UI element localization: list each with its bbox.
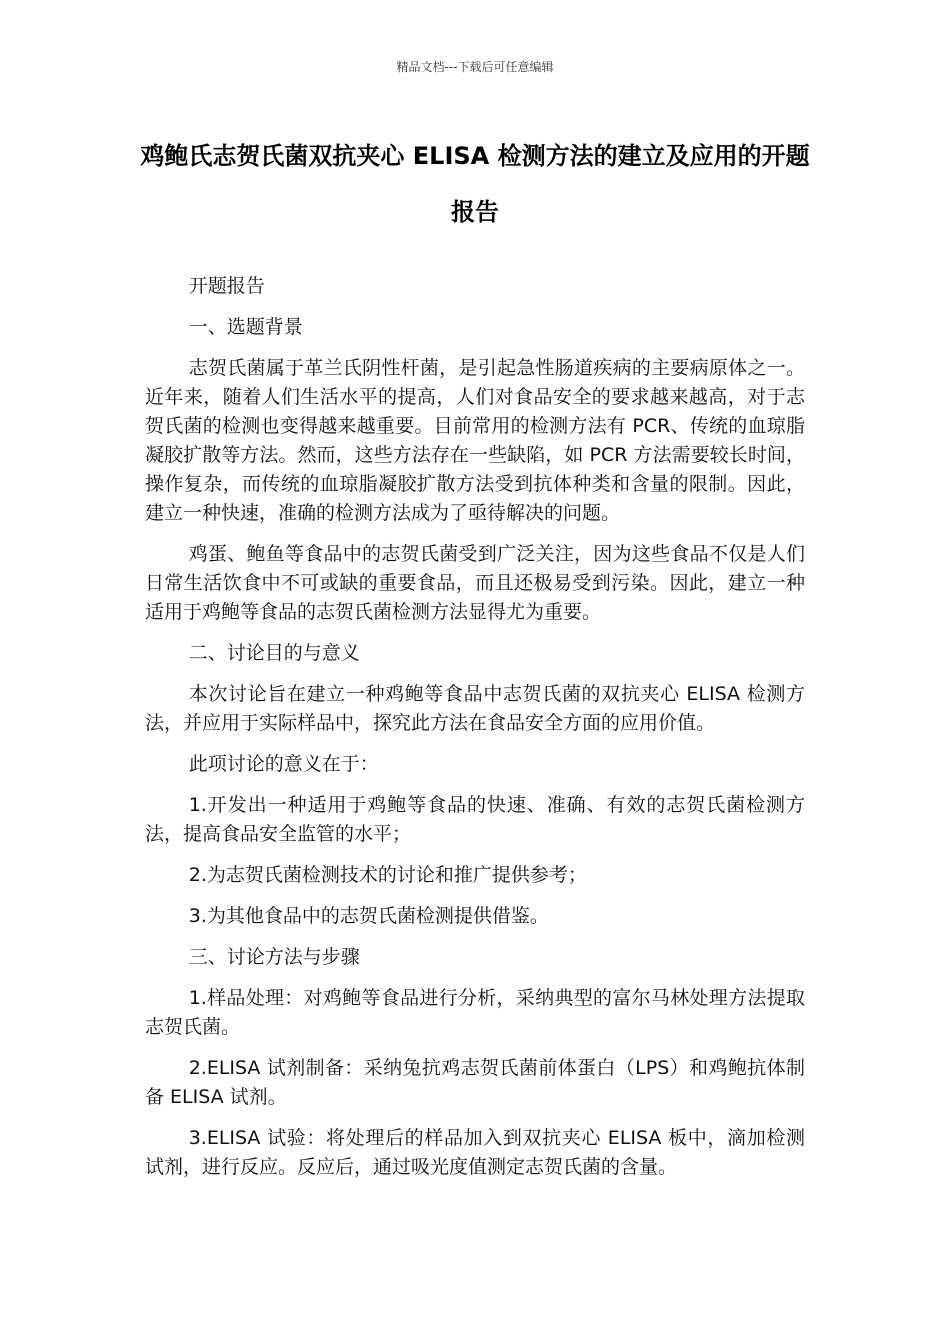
paragraph: 此项讨论的意义在于： — [188, 753, 379, 775]
section-heading-background: 一、选题背景 — [188, 316, 303, 338]
list-item: 2.为志贺氏菌检测技术的讨论和推广提供参考； — [188, 864, 587, 886]
document-body — [145, 272, 805, 1194]
section-heading-methods: 三、讨论方法与步骤 — [188, 946, 360, 968]
paragraph: 本次讨论旨在建立一种鸡鲍等食品中志贺氏菌的双抗夹心 ELISA 检测方法，并应用于实际样品中，探究此方法在食品安全方面的应用价值。 — [145, 683, 805, 734]
paragraph: 鸡蛋、鲍鱼等食品中的志贺氏菌受到广泛关注，因为这些食品不仅是人们日常生活饮食中不可或缺的重要食品，而且还极易受到污染。因此，建立一种适用于鸡鲍等食品的志贺氏菌检测方法显得尤为重要。 — [145, 543, 805, 623]
list-item: 1.开发出一种适用于鸡鲍等食品的快速、准确、有效的志贺氏菌检测方法，提高食品安全监管的水平； — [145, 794, 805, 845]
section-heading-purpose: 二、讨论目的与意义 — [188, 642, 360, 664]
document-title: 鸡鲍氏志贺氏菌双抗夹心 ELISA 检测方法的建立及应用的开题报告 — [140, 142, 810, 226]
list-item: 3.为其他食品中的志贺氏菌检测提供借鉴。 — [188, 905, 549, 927]
list-item: 3.ELISA 试验：将处理后的样品加入到双抗夹心 ELISA 板中，滴加检测试剂，进行反应。反应后，通过吸光度值测定志贺氏菌的含量。 — [145, 1127, 805, 1178]
list-item: 1.样品处理：对鸡鲍等食品进行分析，采纳典型的富尔马林处理方法提取志贺氏菌。 — [145, 987, 805, 1038]
list-item: 2.ELISA 试剂制备：采纳兔抗鸡志贺氏菌前体蛋白（LPS）和鸡鲍抗体制备 ELISA 试剂。 — [145, 1057, 805, 1108]
header-note: 精品文档---下载后可任意编辑 — [396, 60, 554, 74]
paragraph-report-label: 开题报告 — [188, 275, 265, 297]
paragraph: 志贺氏菌属于革兰氏阴性杆菌，是引起急性肠道疾病的主要病原体之一。近年来，随着人们生活水平的提高，人们对食品安全的要求越来越高，对于志贺氏菌的检测也变得越来越重要。目前常用的检测方法有 PCR、传统的血琼脂凝胶扩散等方法。然而，这些方法存在一些缺陷，如 PCR 方法需要较长时间，操作复杂，而传统的血琼脂凝胶扩散方法受到抗体种类和含量的限制。因此，建立一种快速，准确的检测方法成为了亟待解决的问题。 — [145, 357, 805, 524]
